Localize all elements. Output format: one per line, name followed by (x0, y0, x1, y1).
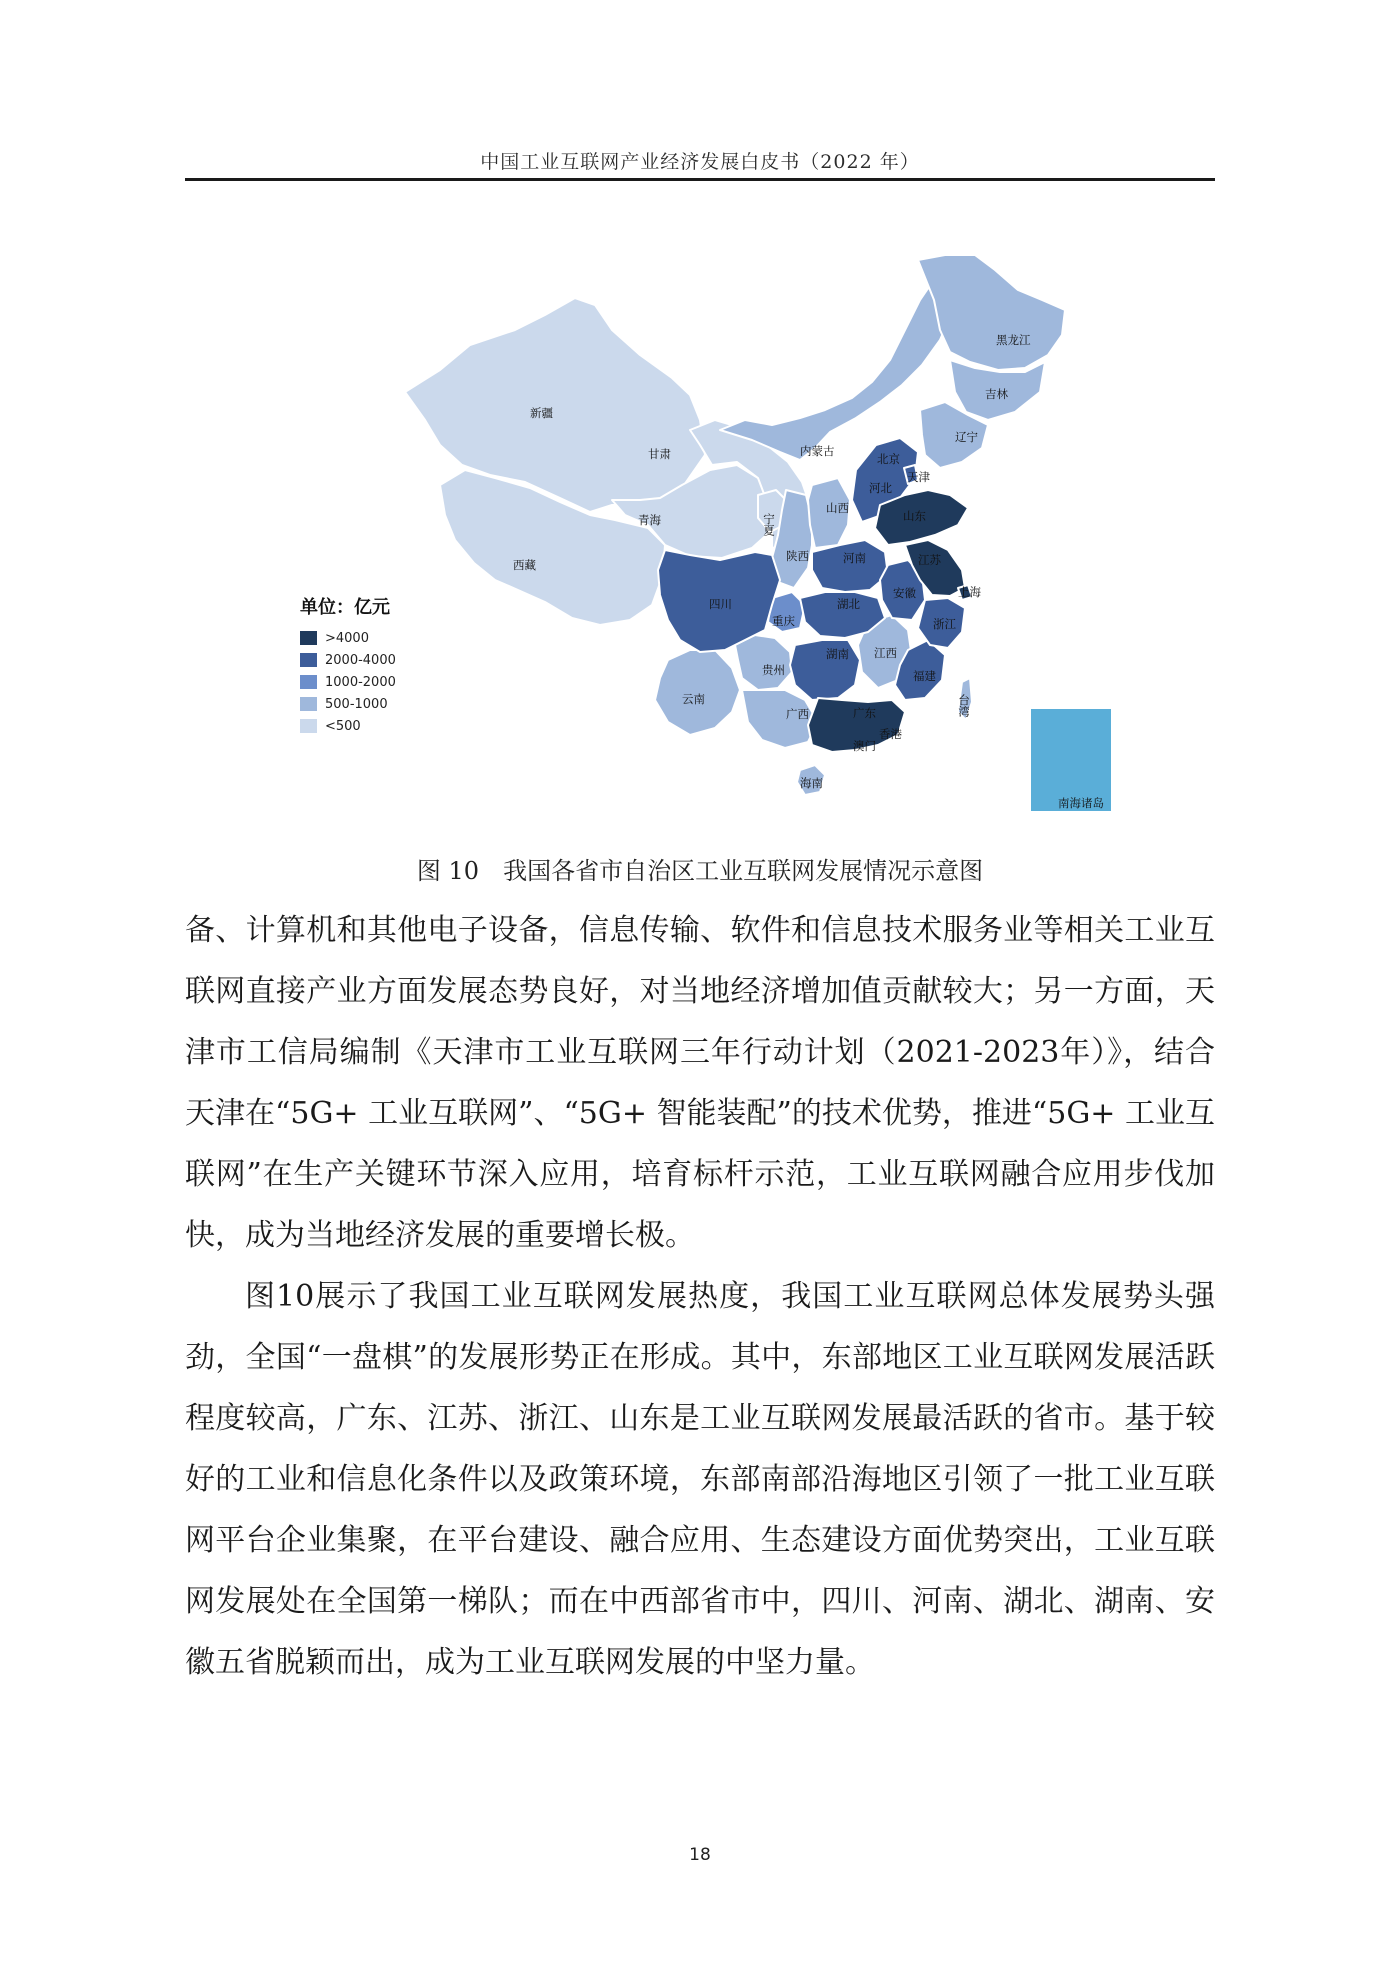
label-aomen: 澳门 (853, 739, 876, 753)
legend-label: <500 (325, 718, 361, 734)
map-legend (300, 593, 396, 737)
label-liaoning: 辽宁 (955, 430, 978, 444)
legend-label: 2000-4000 (325, 652, 396, 668)
label-anhui: 安徽 (893, 586, 916, 600)
label-chongqing: 重庆 (772, 614, 795, 628)
label-yunnan: 云南 (682, 692, 705, 706)
label-taiwan: 台湾 (957, 694, 971, 717)
label-shanghai: 上海 (958, 585, 981, 599)
label-zhejiang: 浙江 (933, 617, 956, 631)
label-ningxia: 宁夏 (762, 513, 776, 536)
label-hunan: 湖南 (826, 647, 849, 661)
legend-swatch (300, 697, 317, 711)
label-shandong: 山东 (903, 509, 926, 523)
legend-swatch (300, 719, 317, 733)
china-map-svg (0, 0, 1400, 850)
body-text (185, 900, 1215, 1693)
label-jiangxi: 江西 (874, 646, 897, 660)
legend-swatch (300, 675, 317, 689)
label-gansu: 甘肃 (648, 447, 671, 461)
label-neimenggu: 内蒙古 (800, 444, 835, 458)
legend-title: 单位：亿元 (300, 597, 390, 618)
china-map-figure (0, 0, 1400, 850)
label-shaanxi: 陕西 (786, 549, 809, 563)
legend-label: 500-1000 (325, 696, 388, 712)
legend-item (300, 693, 396, 715)
label-xianggang: 香港 (879, 727, 902, 741)
label-hebei: 河北 (869, 481, 892, 495)
label-jiangsu: 江苏 (918, 553, 941, 567)
paragraph-2: 图10展示了我国工业互联网发展热度，我国工业互联网总体发展势头强劲，全国“一盘棋”的发展形势正在形成。其中，东部地区工业互联网发展活跃程度较高，广东、江苏、浙江、山东是工业互联网发展最活跃的省市。基于较好的工业和信息化条件以及政策环境，东部南部沿海地区引领了一批工业互联网平台企业集聚，在平台建设、融合应用、生态建设方面优势突出，工业互联网发展处在全国第一梯队；而在中西部省市中，四川、河南、湖北、湖南、安徽五省脱颖而出，成为工业互联网发展的中坚力量。 (185, 1279, 1215, 1680)
label-xizang: 西藏 (513, 558, 536, 572)
label-hainan: 海南 (800, 776, 823, 790)
legend-swatch (300, 631, 317, 645)
label-jilin: 吉林 (985, 387, 1008, 401)
legend-item (300, 671, 396, 693)
label-nanhai: 南海诸岛 (1058, 796, 1104, 810)
label-beijing: 北京 (877, 452, 900, 466)
label-sichuan: 四川 (709, 597, 732, 611)
paragraph-1: 备、计算机和其他电子设备，信息传输、软件和信息技术服务业等相关工业互联网直接产业方面发展态势良好，对当地经济增加值贡献较大；另一方面，天津市工信局编制《天津市工业互联网三年行动计划（2021-2023年）》，结合天津在“5G+ 工业互联网”、“5G+ 智能装配”的技术优势，推进“5G+ 工业互联网”在生产关键环节深入应用，培育标杆示范，工业互联网融合应用步伐加快，成为当地经济发展的重要增长极。 (185, 913, 1215, 1253)
label-hubei: 湖北 (837, 597, 860, 611)
label-xinjiang: 新疆 (530, 406, 553, 420)
page-number: 18 (689, 1845, 711, 1865)
label-henan: 河南 (843, 551, 866, 565)
legend-item (300, 627, 396, 649)
legend-item (300, 715, 396, 737)
province-heilongjiang (918, 255, 1065, 370)
province-hunan (790, 640, 860, 700)
label-tianjin: 天津 (907, 470, 930, 484)
label-guizhou: 贵州 (762, 663, 785, 677)
label-guangdong: 广东 (853, 706, 876, 720)
legend-label: 1000-2000 (325, 674, 396, 690)
label-shanxi: 山西 (826, 501, 849, 515)
running-header: 中国工业互联网产业经济发展白皮书（2022 年） (480, 151, 920, 173)
figure-caption: 图 10 我国各省市自治区工业互联网发展情况示意图 (416, 857, 984, 885)
label-guangxi: 广西 (786, 707, 809, 721)
legend-label: >4000 (325, 630, 369, 646)
legend-swatch (300, 653, 317, 667)
label-heilongjiang: 黑龙江 (996, 333, 1031, 347)
legend-item (300, 649, 396, 671)
label-fujian: 福建 (913, 669, 936, 683)
label-qinghai: 青海 (638, 513, 661, 527)
